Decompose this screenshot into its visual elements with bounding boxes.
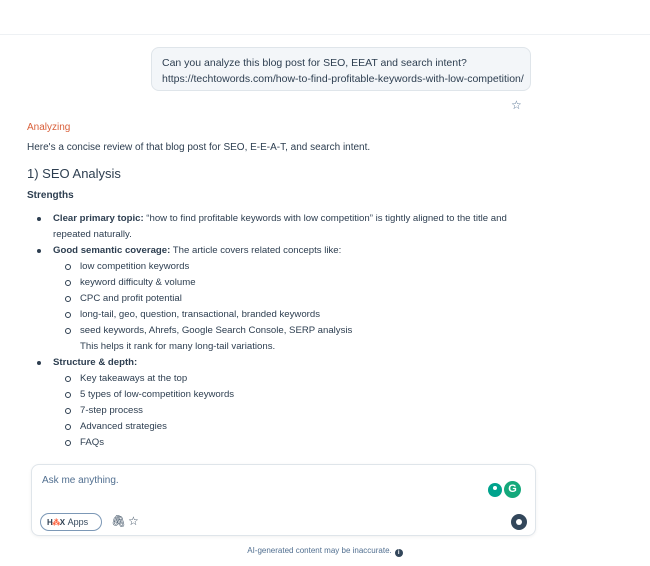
item-text: The article covers related concepts like: bbox=[170, 245, 342, 256]
apps-logo-icon: H⁂X bbox=[47, 517, 65, 527]
user-message-line: Can you analyze this blog post for SEO, EEAT and search intent? bbox=[162, 57, 467, 69]
list-item bbox=[27, 243, 547, 355]
sub-list-item: seed keywords, Ahrefs, Google Search Console, SERP analysis bbox=[53, 323, 547, 339]
apps-button[interactable] bbox=[40, 513, 102, 531]
item-text: “how to find profitable keywords with low competition” is tightly aligned to the title and repeated naturally. bbox=[53, 213, 507, 240]
sub-list-item: long-tail, geo, question, transactional, branded keywords bbox=[53, 307, 547, 323]
chat-input[interactable] bbox=[42, 473, 462, 487]
info-icon[interactable]: i bbox=[395, 549, 403, 557]
item-label: Good semantic coverage: bbox=[53, 245, 171, 256]
user-message-link[interactable]: https://techtowords.com/how-to-find-profitable-keywords-with-low-competition/ bbox=[162, 73, 524, 85]
sub-list-item: 7-step process bbox=[53, 403, 547, 419]
star-icon[interactable]: ☆ bbox=[511, 98, 522, 112]
star-icon[interactable]: ☆ bbox=[128, 514, 139, 528]
sub-list-item: Advanced strategies bbox=[53, 419, 547, 435]
disclaimer bbox=[0, 546, 650, 557]
paperclip-icon[interactable]: 🖇 bbox=[111, 514, 127, 528]
status-text: Analyzing bbox=[27, 122, 71, 133]
list-item bbox=[27, 355, 547, 451]
sub-list bbox=[53, 259, 547, 339]
item-label: Structure & depth: bbox=[53, 357, 138, 368]
disclaimer-text: AI-generated content may be inaccurate. bbox=[247, 546, 392, 555]
response-intro: Here's a concise review of that blog post for SEO, E-E-A-T, and search intent. bbox=[27, 142, 371, 153]
send-icon[interactable] bbox=[511, 514, 527, 530]
section-heading: 1) SEO Analysis bbox=[27, 166, 121, 181]
header-divider bbox=[0, 34, 650, 35]
sub-list-item: low competition keywords bbox=[53, 259, 547, 275]
assistant-response bbox=[27, 120, 547, 451]
item-note: This helps it rank for many long-tail variations. bbox=[80, 341, 276, 352]
sub-list bbox=[53, 371, 547, 451]
sub-list-item: keyword difficulty & volume bbox=[53, 275, 547, 291]
list-item bbox=[27, 211, 547, 243]
sub-list-item: Key takeaways at the top bbox=[53, 371, 547, 387]
sub-list-item: CPC and profit potential bbox=[53, 291, 547, 307]
subsection-heading: Strengths bbox=[27, 190, 74, 201]
strengths-list bbox=[27, 211, 547, 451]
item-label: Clear primary topic: bbox=[53, 213, 144, 224]
sub-list-item: FAQs bbox=[53, 435, 547, 451]
extension-icon[interactable] bbox=[488, 483, 502, 497]
chat-composer bbox=[31, 464, 536, 536]
apps-button-label: Apps bbox=[67, 517, 89, 527]
user-message-bubble bbox=[151, 47, 531, 91]
sub-list-item: 5 types of low-competition keywords bbox=[53, 387, 547, 403]
grammarly-icon[interactable]: G bbox=[504, 481, 521, 498]
